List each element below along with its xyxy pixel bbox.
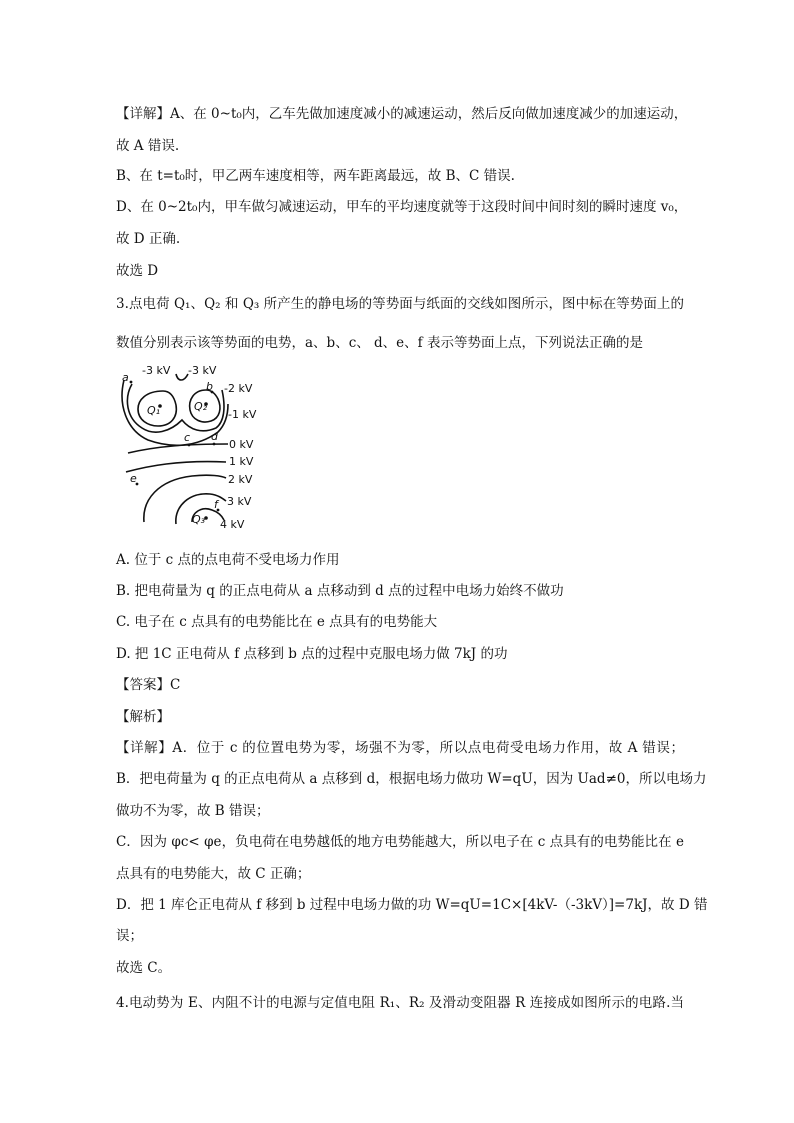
label-q2: Q₂ — [194, 400, 208, 413]
option-d: D. 把 1C 正电荷从 f 点移到 b 点的过程中克服电场力做 7kJ 的功 — [116, 646, 508, 662]
question-3-stem-1: 3.点电荷 Q₁、Q₂ 和 Q₃ 所产生的静电场的等势面与纸面的交线如图所示，图中标在等势面上的 — [116, 296, 684, 312]
label-c: c — [184, 431, 191, 444]
analysis-heading: 【解析】 — [116, 709, 170, 725]
label-minus-2kv: -2 kV — [224, 382, 253, 395]
solution-line-4: D、在 0~2t₀内，甲车做匀减速运动，甲车的平均速度就等于这段时间中间时刻的瞬时速度 v₀， — [116, 199, 688, 215]
solution-line-1: 【详解】A、在 0~t₀内，乙车先做加速度减小的减速运动，然后反向做加速度减少的加速运动， — [116, 106, 688, 122]
label-a: a — [122, 371, 129, 384]
label-d: d — [211, 430, 218, 443]
explanation-line-8: 故选 C。 — [116, 960, 172, 976]
explanation-line-5: 点具有的电势能大，故 C 正确； — [116, 866, 311, 882]
solution-line-3: B、在 t=t₀时，甲乙两车速度相等，两车距离最远，故 B、C 错误. — [116, 168, 515, 184]
explanation-line-1: 【详解】A．位于 c 的位置电势为零，场强不为零，所以点电荷受电场力作用，故 A 错误； — [116, 740, 684, 756]
equipotential-figure — [118, 360, 268, 532]
label-3kv: 3 kV — [227, 495, 252, 508]
label-2kv: 2 kV — [228, 473, 253, 486]
label-q1: Q₁ — [147, 404, 161, 417]
equipotential-diagram — [118, 360, 268, 532]
solution-line-6: 故选 D — [116, 263, 159, 279]
option-b: B. 把电荷量为 q 的正点电荷从 a 点移动到 d 点的过程中电场力始终不做功 — [116, 583, 564, 599]
equipotential-1kv — [126, 462, 226, 472]
label-minus-1kv: -1 kV — [228, 408, 257, 421]
explanation-line-3: 做功不为零，故 B 错误； — [116, 803, 270, 819]
explanation-line-6: D．把 1 库仑正电荷从 f 移到 b 过程中电场力做的功 W=qU=1C×[4kV-（-3kV）]=7kJ，故 D 错 — [116, 897, 708, 913]
label-minus-3kv-left: -3 kV — [142, 364, 171, 377]
label-minus-3kv-right: -3 kV — [188, 364, 217, 377]
point-a-dot — [130, 381, 133, 384]
label-q3: Q₃ — [192, 513, 206, 526]
question-4-stem: 4.电动势为 E、内阻不计的电源与定值电阻 R₁、R₂ 及滑动变阻器 R 连接成如图所示的电路.当 — [116, 995, 684, 1011]
explanation-line-2: B．把电荷量为 q 的正点电荷从 a 点移到 d，根据电场力做功 W=qU，因为 Uad≠0，所以电场力 — [116, 771, 707, 787]
label-4kv: 4 kV — [220, 518, 245, 531]
label-1kv: 1 kV — [229, 455, 254, 468]
answer-line: 【答案】C — [116, 677, 181, 693]
solution-line-2: 故 A 错误. — [116, 138, 180, 154]
equipotential-0kv — [128, 444, 228, 453]
option-c: C. 电子在 c 点具有的电势能比在 e 点具有的电势能大 — [116, 614, 438, 630]
point-d-dot — [213, 443, 216, 446]
label-f: f — [214, 498, 218, 511]
label-b: b — [206, 380, 213, 393]
label-0kv: 0 kV — [229, 438, 254, 451]
solution-line-5: 故 D 正确. — [116, 231, 181, 247]
point-c-dot — [188, 444, 191, 447]
label-e: e — [130, 472, 137, 485]
explanation-line-7: 误； — [116, 928, 143, 944]
question-3-stem-2: 数值分别表示该等势面的电势，a、b、c、 d、e、f 表示等势面上点，下列说法正确的是 — [116, 335, 643, 351]
option-a: A. 位于 c 点的点电荷不受电场力作用 — [116, 552, 340, 568]
equipotential-center-dip — [176, 374, 188, 380]
explanation-line-4: C．因为 φc< φe，负电荷在电势越低的地方电势能越大，所以电子在 c 点具有的电势能比在 e — [116, 834, 684, 850]
